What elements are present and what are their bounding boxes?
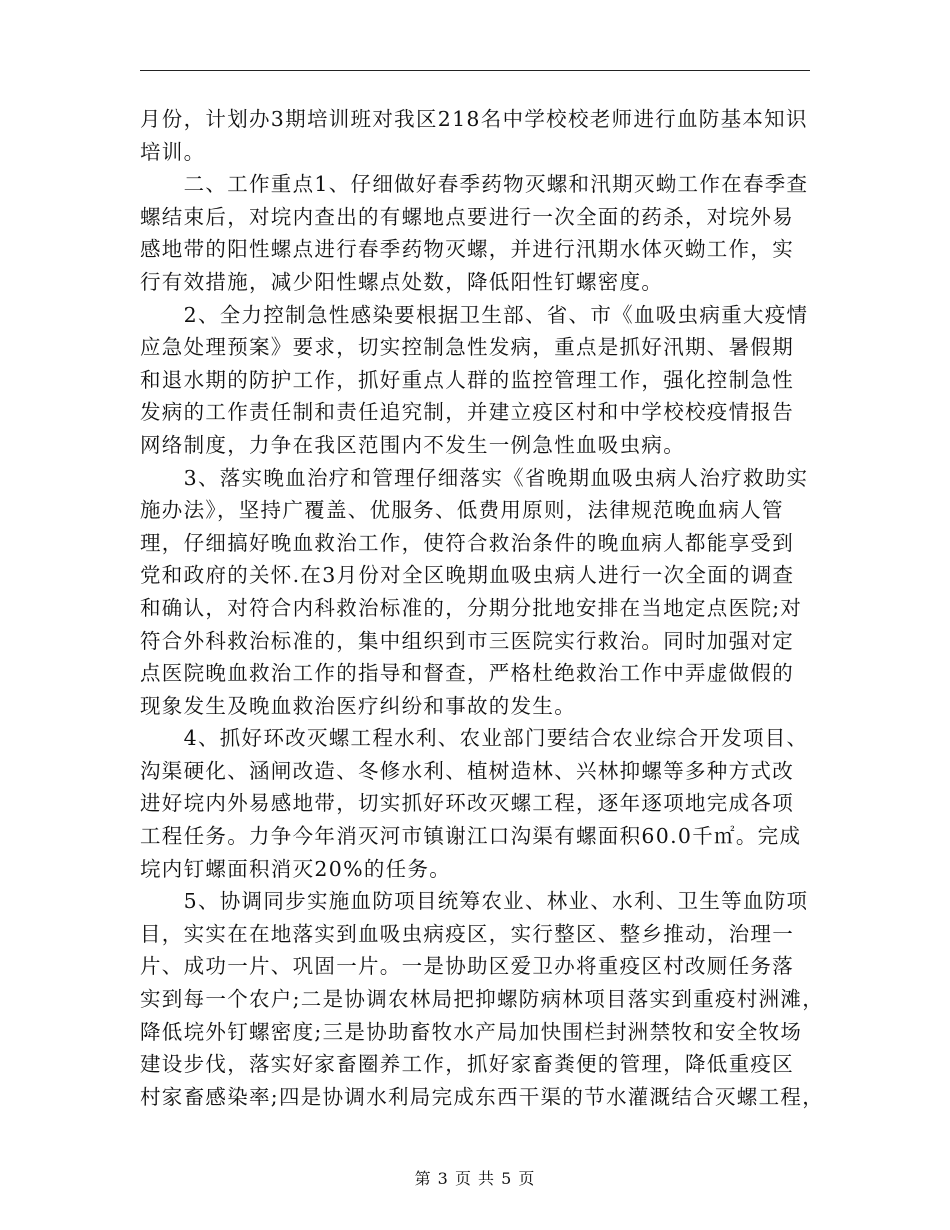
text-line: 网络制度，力争在我区范围内不发生一例急性血吸虫病。 — [140, 432, 685, 457]
text-line: 建设步伐，落实好家畜圈养工作，抓好家畜粪便的管理，降低重疫区 — [140, 1052, 794, 1077]
header-rule — [140, 70, 810, 71]
page-number-footer: 第 3 页 共 5 页 — [414, 1169, 536, 1188]
text-line: 5、协调同步实施血防项目统筹农业、林业、水利、卫生等血防项 — [140, 889, 809, 914]
text-line: 二、工作重点1、仔细做好春季药物灭螺和汛期灭蚴工作在春季查 — [140, 172, 809, 197]
text-line: 行有效措施，减少阳性螺点处数，降低阳性钉螺密度。 — [140, 269, 664, 294]
text-line: 党和政府的关怀.在3月份对全区晚期血吸虫病人进行一次全面的调查 — [140, 563, 795, 588]
text-line: 施办法》，坚持广覆盖、优服务、低费用原则，法律规范晚血病人管 — [140, 498, 784, 523]
text-line: 工程任务。力争今年消灭河市镇谢江口沟渠有螺面积60.0千㎡。完成 — [140, 824, 802, 849]
text-line: 理，仔细搞好晚血救治工作，使符合救治条件的晚血病人都能享受到 — [140, 530, 794, 555]
document-body — [140, 103, 825, 1113]
text-line: 目，实实在在地落实到血吸虫病疫区，实行整区、整乡推动，治理一 — [140, 921, 794, 946]
text-line: 应急处理预案》要求，切实控制急性发病，重点是抓好汛期、暑假期 — [140, 335, 794, 360]
text-line: 感地带的阳性螺点进行春季药物灭螺，并进行汛期水体灭蚴工作，实 — [140, 237, 794, 262]
text-line: 符合外科救治标准的，集中组织到市三医院实行救治。同时加强对定 — [140, 628, 794, 653]
text-line: 月份，计划办3期培训班对我区218名中学校校老师进行血防基本知识 — [140, 107, 808, 131]
text-line: 实到每一个农户;二是协调农林局把抑螺防病林项目落实到重疫村洲滩， — [140, 987, 825, 1012]
text-line: 4、抓好环改灭螺工程水利、农业部门要结合农业综合开发项目、 — [140, 726, 809, 751]
text-line: 培训。 — [140, 139, 206, 164]
text-line: 和退水期的防护工作，抓好重点人群的监控管理工作，强化控制急性 — [140, 367, 794, 392]
text-line: 2、全力控制急性感染要根据卫生部、省、市《血吸虫病重大疫情 — [140, 302, 809, 327]
text-line: 沟渠硬化、涵闸改造、冬修水利、植树造林、兴林抑螺等多种方式改 — [140, 758, 794, 783]
text-line: 现象发生及晚血救治医疗纠纷和事故的发生。 — [140, 693, 576, 718]
text-line: 垸内钉螺面积消灭20%的任务。 — [140, 856, 452, 881]
text-line: 点医院晚血救治工作的指导和督查，严格杜绝救治工作中弄虚做假的 — [140, 661, 794, 686]
text-line: 村家畜感染率;四是协调水利局完成东西干渠的节水灌溉结合灭螺工程， — [140, 1084, 825, 1109]
text-line: 螺结束后，对垸内查出的有螺地点要进行一次全面的药杀，对垸外易 — [140, 204, 794, 229]
text-line: 发病的工作责任制和责任追究制，并建立疫区村和中学校校疫情报告 — [140, 400, 794, 425]
text-line: 3、落实晚血治疗和管理仔细落实《省晚期血吸虫病人治疗救助实 — [140, 465, 809, 490]
text-line: 进好垸内外易感地带，切实抓好环改灭螺工程，逐年逐项地完成各项 — [140, 791, 794, 816]
text-line: 和确认，对符合内科救治标准的，分期分批地安排在当地定点医院;对 — [140, 595, 803, 620]
text-line: 片、成功一片、巩固一片。一是协助区爱卫办将重疫区村改厕任务落 — [140, 954, 794, 979]
text-line: 降低垸外钉螺密度;三是协助畜牧水产局加快围栏封洲禁牧和安全牧场 — [140, 1019, 803, 1044]
